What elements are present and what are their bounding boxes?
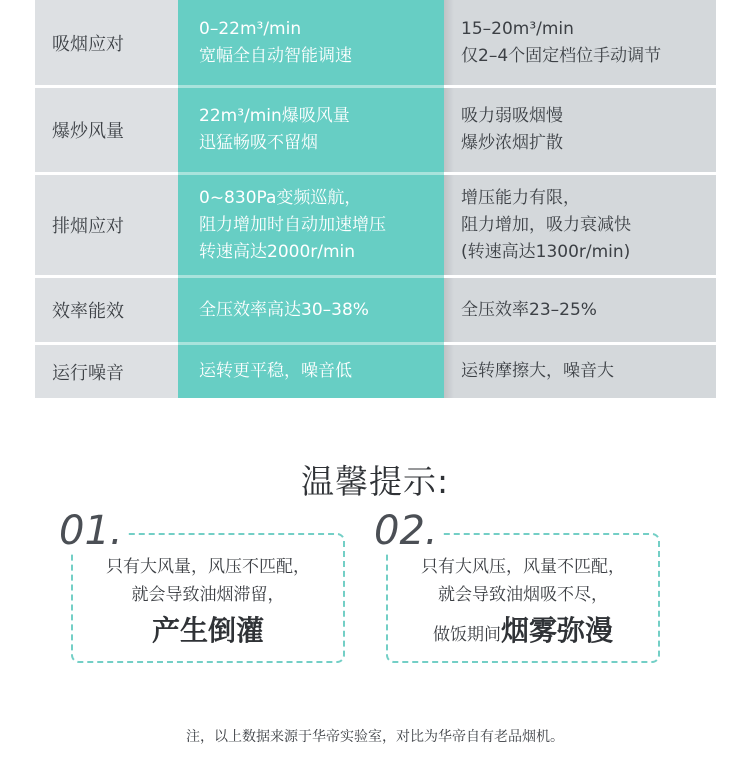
new-model-cell [178,278,444,342]
table-row [35,345,716,398]
tip-card-1 [59,508,345,663]
tip-number: 02. [370,509,442,553]
old-model-line: 吸力弱吸烟慢 [461,106,563,126]
old-model-cell [444,345,716,398]
tip-line: 就会导致油烟吸不尽， [438,585,608,605]
tip-line: 就会导致油烟滞留， [131,585,285,605]
new-model-line: 0–22m³/min [199,18,302,39]
old-model-line: (转速高达1300r/min) [461,241,631,262]
old-model-cell [444,88,716,172]
tip-emphasis: 烟雾弥漫 [500,614,613,647]
old-model-line: 运转摩擦大，噪音大 [461,361,614,381]
row-label: 吸烟应对 [35,0,178,85]
new-model-line: 全压效率高达30–38% [199,299,369,320]
new-model-line: 转速高达2000r/min [199,241,356,262]
old-model-line: 全压效率23–25% [461,299,597,320]
tip-emphasis: 产生倒灌 [151,614,264,647]
tip-line: 只有大风量，风压不匹配， [106,557,310,577]
table-row [35,278,716,342]
tip-number: 01. [55,509,127,553]
old-model-line: 仅2–4个固定档位手动调节 [461,45,662,66]
row-label: 效率能效 [35,278,178,342]
old-model-line: 阻力增加，吸力衰减快 [461,214,631,235]
old-model-cell [444,0,716,85]
tip-emphasis-line [388,611,658,655]
new-model-line: 迅猛畅吸不留烟 [199,133,318,153]
tip-prefix: 做饭期间 [432,625,501,645]
table-row [35,88,716,172]
old-model-line: 15–20m³/min [461,18,574,39]
tip-line: 只有大风压，风量不匹配， [421,557,625,577]
new-model-cell [178,345,444,398]
comparison-table [35,0,716,398]
new-model-line: 0~830Pa变频巡航， [199,187,362,208]
tip-card-2 [374,508,660,663]
old-model-cell [444,175,716,275]
new-model-line: 22m³/min爆吸风量 [199,106,350,126]
old-model-line: 增压能力有限， [461,187,580,208]
row-label: 爆炒风量 [35,88,178,172]
tips-title: 温馨提示: [300,462,450,501]
new-model-line: 阻力增加时自动加速增压 [199,214,386,235]
old-model-cell [444,278,716,342]
new-model-cell [178,175,444,275]
new-model-line: 运转更平稳，噪音低 [199,361,352,381]
new-model-cell [178,88,444,172]
row-label: 运行噪音 [35,345,178,398]
row-label: 排烟应对 [35,175,178,275]
table-row [35,175,716,275]
table-row [35,0,716,85]
new-model-line: 宽幅全自动智能调速 [199,45,352,66]
tip-emphasis-line [73,611,343,655]
new-model-cell [178,0,444,85]
footnote: 注，以上数据来源于华帝实验室，对比为华帝自有老品烟机。 [186,729,564,745]
old-model-line: 爆炒浓烟扩散 [461,133,563,153]
